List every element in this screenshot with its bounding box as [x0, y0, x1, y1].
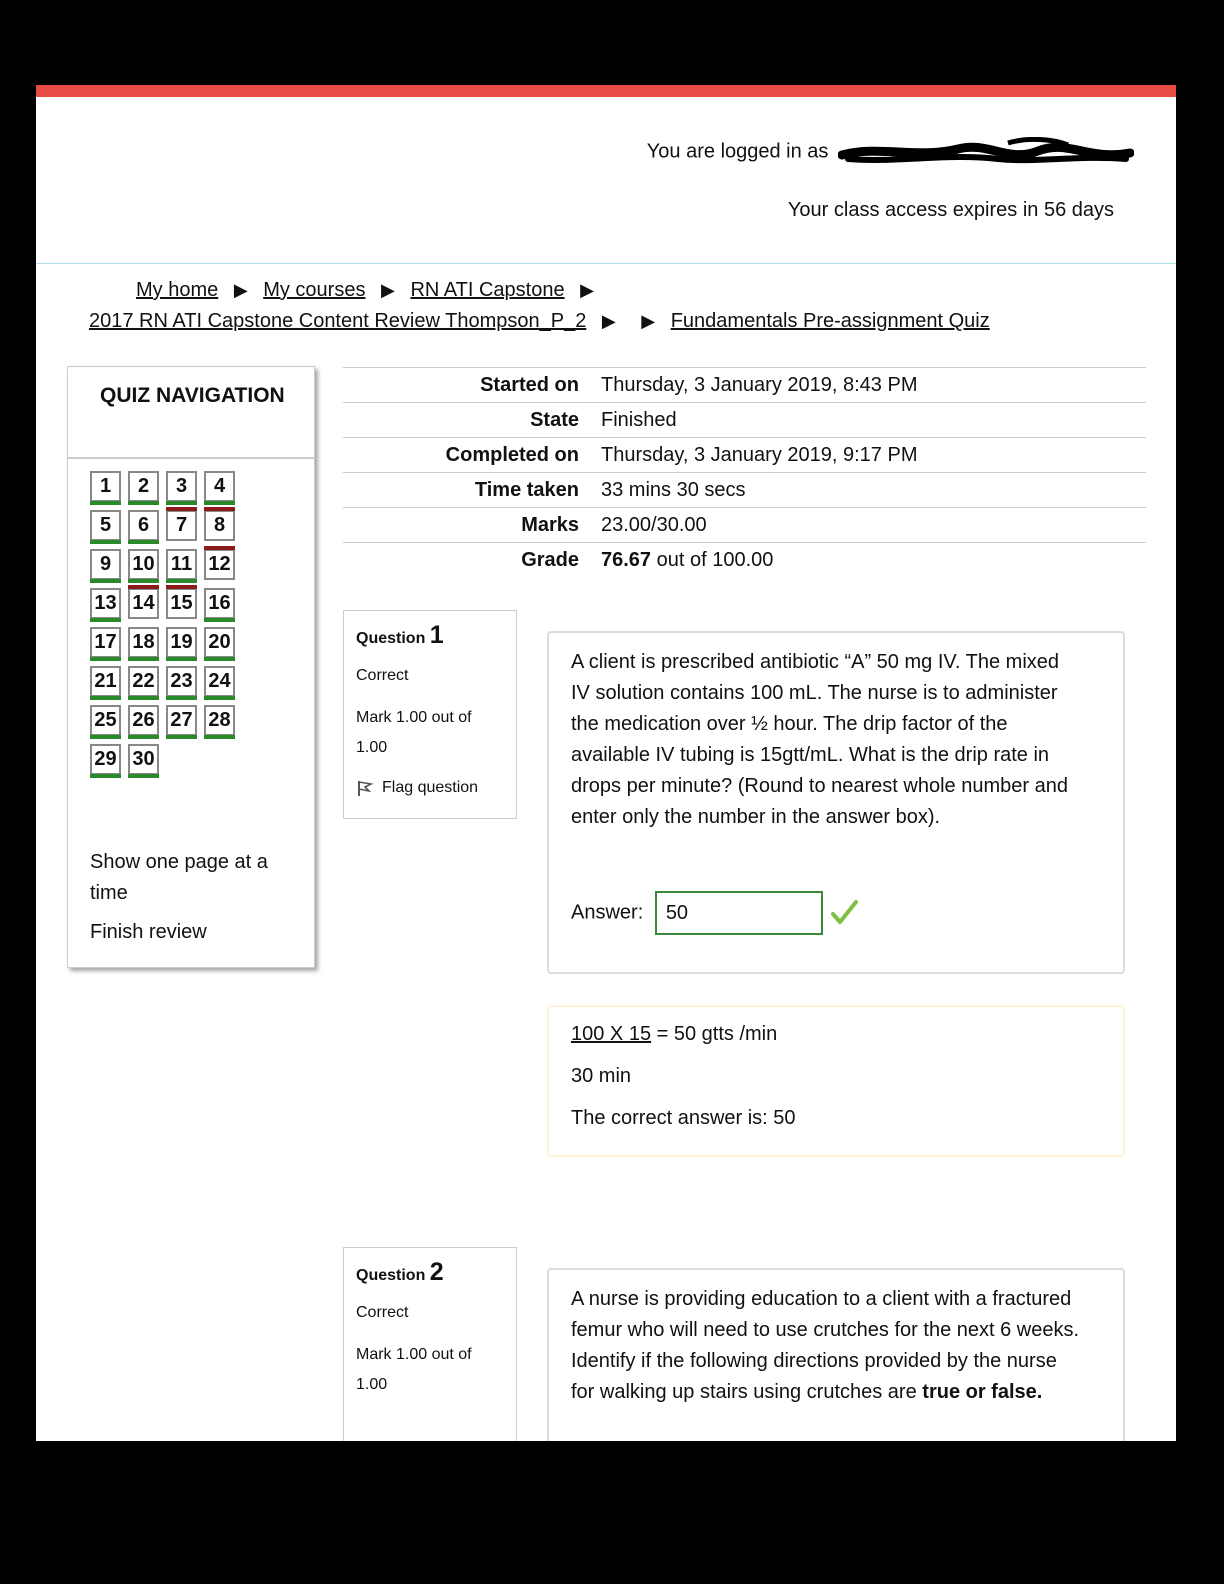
question-number: 2	[429, 1258, 444, 1286]
breadcrumb-course[interactable]: RN ATI Capstone	[410, 279, 565, 301]
summary-label: Marks	[521, 514, 579, 536]
logged-in-text: You are logged in as	[646, 140, 829, 163]
divider	[68, 457, 314, 459]
question-2-text-emphasis: true or false.	[922, 1381, 1043, 1403]
summary-label: Completed on	[445, 444, 579, 466]
question-2-text	[571, 1284, 1081, 1408]
question-1-text: A client is prescribed antibiotic “A” 50 mg IV. The mixed IV solution contains 100 mL. The nurse is to administer the medication over ½ hour. The drip factor of the available IV tubing is 15gtt/mL. What is the drip rate in drops per minute? (Round to nearest whole number and enter only the number in the answer box).	[571, 651, 1068, 828]
quiz-navigation-block	[67, 366, 315, 968]
quiz-nav-question-28[interactable]: 28	[204, 705, 235, 736]
breadcrumb-separator-icon: ▶	[580, 280, 594, 300]
correct-answer-text: The correct answer is: 50	[571, 1107, 796, 1129]
quiz-nav-question-22[interactable]: 22	[128, 666, 159, 697]
access-expiry: Your class access expires in 56 days	[787, 199, 1114, 221]
question-prefix: Question	[356, 1267, 430, 1284]
grade-value	[601, 549, 773, 572]
header	[36, 97, 1176, 264]
quiz-nav-question-11[interactable]: 11	[166, 549, 197, 580]
question-2-mark: Mark 1.00 out of 1.00	[356, 1346, 472, 1393]
quiz-nav-question-17[interactable]: 17	[90, 627, 121, 658]
page	[36, 85, 1176, 1441]
show-one-page-link[interactable]: Show one page at a time	[90, 851, 268, 904]
question-1-number	[356, 621, 444, 650]
logged-in-info	[647, 137, 1134, 167]
quiz-nav-question-27[interactable]: 27	[166, 705, 197, 736]
summary-row	[343, 507, 1146, 542]
quiz-nav-question-15[interactable]: 15	[166, 588, 197, 619]
quiz-nav-question-21[interactable]: 21	[90, 666, 121, 697]
quiz-nav-question-6[interactable]: 6	[128, 510, 159, 541]
quiz-nav-question-19[interactable]: 19	[166, 627, 197, 658]
summary-row	[343, 472, 1146, 507]
summary-value: 23.00/30.00	[601, 514, 707, 536]
question-grid	[90, 471, 260, 775]
quiz-nav-question-30[interactable]: 30	[128, 744, 159, 775]
quiz-nav-question-16[interactable]: 16	[204, 588, 235, 619]
quiz-nav-question-7[interactable]: 7	[166, 510, 197, 541]
quiz-nav-question-10[interactable]: 10	[128, 549, 159, 580]
quiz-nav-question-12[interactable]: 12	[204, 549, 235, 580]
question-2-content	[547, 1268, 1125, 1441]
quiz-nav-question-5[interactable]: 5	[90, 510, 121, 541]
quiz-nav-question-14[interactable]: 14	[128, 588, 159, 619]
feedback-equation	[571, 1023, 777, 1046]
summary-row	[343, 402, 1146, 437]
question-number: 1	[429, 621, 444, 649]
quiz-nav-question-2[interactable]: 2	[128, 471, 159, 502]
grade-number: 76.67	[601, 549, 652, 571]
quiz-nav-question-3[interactable]: 3	[166, 471, 197, 502]
quiz-navigation-title: QUIZ NAVIGATION	[100, 384, 285, 407]
summary-value: Thursday, 3 January 2019, 9:17 PM	[601, 444, 918, 466]
quiz-nav-question-8[interactable]: 8	[204, 510, 235, 541]
summary-value: Finished	[601, 409, 677, 431]
quiz-nav-question-25[interactable]: 25	[90, 705, 121, 736]
summary-row	[343, 367, 1146, 402]
feedback-result: = 50 gtts /min	[651, 1023, 778, 1045]
quiz-nav-question-20[interactable]: 20	[204, 627, 235, 658]
summary-row-grade	[343, 542, 1146, 577]
redacted-username	[838, 137, 1134, 167]
flag-icon	[356, 779, 374, 797]
breadcrumb-separator-icon: ▶	[381, 280, 395, 300]
quiz-nav-question-1[interactable]: 1	[90, 471, 121, 502]
flag-question-label: Flag question	[382, 779, 479, 797]
quiz-nav-question-26[interactable]: 26	[128, 705, 159, 736]
feedback-fraction: 100 X 15	[571, 1023, 652, 1045]
quiz-nav-question-29[interactable]: 29	[90, 744, 121, 775]
question-1-feedback	[547, 1005, 1125, 1157]
feedback-denominator: 30 min	[571, 1065, 632, 1087]
question-2-info	[343, 1247, 517, 1441]
answer-row	[571, 891, 858, 935]
summary-row	[343, 437, 1146, 472]
summary-value: Thursday, 3 January 2019, 8:43 PM	[601, 374, 918, 396]
question-1-mark: Mark 1.00 out of 1.00	[356, 709, 472, 756]
breadcrumb-course-section[interactable]: 2017 RN ATI Capstone Content Review Thompson_P_2	[89, 310, 587, 332]
breadcrumb-quiz[interactable]: Fundamentals Pre-assignment Quiz	[670, 310, 990, 332]
question-1-info	[343, 610, 517, 819]
summary-label: State	[530, 409, 579, 431]
quiz-nav-question-18[interactable]: 18	[128, 627, 159, 658]
quiz-nav-question-4[interactable]: 4	[204, 471, 235, 502]
quiz-nav-question-24[interactable]: 24	[204, 666, 235, 697]
finish-review-link[interactable]: Finish review	[90, 921, 207, 943]
quiz-nav-question-13[interactable]: 13	[90, 588, 121, 619]
answer-label: Answer:	[571, 901, 644, 924]
flag-question-button[interactable]	[356, 779, 478, 797]
summary-label: Time taken	[474, 479, 579, 501]
attempt-summary-table	[343, 367, 1146, 577]
quiz-nav-question-23[interactable]: 23	[166, 666, 197, 697]
answer-input[interactable]: 50	[655, 891, 823, 935]
grade-label: Grade	[521, 549, 579, 571]
question-2-number	[356, 1258, 444, 1287]
summary-value: 33 mins 30 secs	[601, 479, 746, 501]
grade-suffix: out of 100.00	[651, 549, 774, 571]
correct-check-icon	[830, 899, 858, 927]
breadcrumb-separator-icon: ▶	[641, 311, 656, 331]
summary-label: Started on	[480, 374, 579, 396]
breadcrumb-separator-icon: ▶	[233, 280, 248, 300]
accent-bar	[36, 85, 1176, 97]
question-1-state: Correct	[356, 667, 409, 684]
breadcrumb-my-courses[interactable]: My courses	[263, 279, 366, 301]
question-2-state: Correct	[356, 1304, 409, 1321]
question-1-content	[547, 631, 1125, 974]
quiz-nav-question-9[interactable]: 9	[90, 549, 121, 580]
question-prefix: Question	[356, 630, 430, 647]
breadcrumb-my-home[interactable]: My home	[136, 279, 219, 301]
question-2-text-body: A nurse is providing education to a client with a fractured femur who will need to use crutches for the next 6 weeks. Identify if the following directions provided by the nurse for walking up stairs using crutches are	[571, 1288, 1080, 1403]
breadcrumb-separator-icon: ▶	[601, 311, 616, 331]
